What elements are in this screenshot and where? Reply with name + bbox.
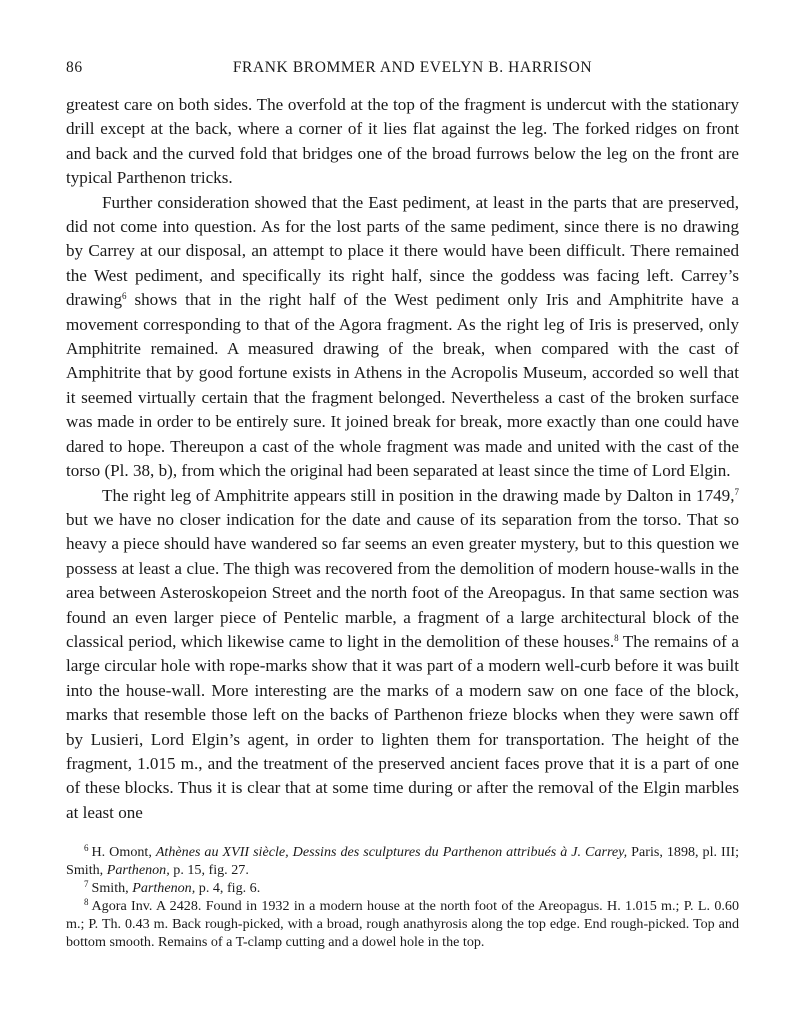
running-head [66,55,739,79]
footnote-ref-7[interactable]: 7 [734,486,739,497]
footnote-ref-6[interactable]: 6 [122,291,127,302]
paragraph-3-text-c: The remains of a large circular hole with rope-marks show that it was part of a modern well-curb before it was built into the house-wall. More interesting are the marks of a modern saw on one face of the block, marks that resemble those left on the backs of Parthenon frieze blocks when they were sawn off by Lusieri, Lord Elgin’s agent, in order to lighten them for transportation. The height of the fragment, 1.015 m., and the treatment of the preserved ancient faces prove that it is a part of one of these blocks. Thus it is clear that at some time during or after the removal of the Elgin marbles at least one [66,631,739,822]
running-head-title: FRANK BROMMER AND EVELYN B. HARRISON [232,59,593,76]
body-text [66,93,739,825]
paragraph-1: greatest care on both sides. The overfold at the top of the fragment is undercut with the stationary drill except at the back, where a corner of it lies flat against the leg. The forked ridges on front and back and the curved fold that bridges one of the broad furrows below the leg on the front are typical Parthenon tricks. [66,95,739,188]
footnote-6 [66,843,739,879]
paragraph-3-text-a: The right leg of Amphitrite appears still in position in the drawing made by Dalton in 1749, [102,485,735,505]
paragraph-3 [66,484,739,826]
page-number: 86 [66,59,83,76]
footnote-text: p. 4, fig. 6. [195,880,261,897]
footnote-title: Parthenon, [106,862,170,879]
footnote-title: Parthenon, [132,880,196,897]
footnote-title: Athènes au XVII siècle, Dessins des sculptures du Parthenon attribués à J. Carrey, [155,844,628,861]
paragraph-2-text-a: Further consideration showed that the East pediment, at least in the parts that are preserved, did not come into question. As for the lost parts of the same pediment, since there is no drawing by Carrey at our disposal, an attempt to place it there would have been difficult. There remained the West pediment, and specifically its right half, since the goddess was facing left. Carrey’s drawing [66,192,739,310]
footnote-text: Agora Inv. A 2428. Found in 1932 in a modern house at the north foot of the Areopagus. H. 1.015 m.; P. L. 0.60 m.; P. Th. 0.43 m. Back rough-picked, with a broad, rough anathyrosis along the top edge. End rough-picked. Top and bottom smooth. Remains of a T-clamp cutting and a dowel hole in the top. [66,898,739,951]
paragraph-3-text-b: but we have no closer indication for the date and cause of its separation from the torso. That so heavy a piece should have wandered so far seems an even greater mystery, but to this question we possess at least a clue. The thigh was recovered from the demolition of modern house-walls in the area between Asteroskopeion Street and the north foot of the Areopagus. In that same section was found an even larger piece of Pentelic marble, a fragment of a large architectural block of the classical period, which likewise came to light in the demolition of these houses. [66,509,739,651]
footnote-text: p. 15, fig. 27. [169,862,249,879]
footnote-number: 8 [84,897,89,908]
footnote-ref-8[interactable]: 8 [614,632,619,643]
footnotes [66,843,739,951]
footnote-7 [66,879,739,897]
footnote-number: 6 [84,843,89,854]
footnote-text: H. Omont, [91,844,156,861]
footnote-8 [66,897,739,951]
footnote-number: 7 [84,879,89,890]
paragraph-2-text-b: shows that in the right half of the West pediment only Iris and Amphitrite have a movement corresponding to that of the Agora fragment. As the right leg of Iris is preserved, only Amphitrite remained. A measured drawing of the break, when compared with the cast of Amphitrite that by good fortune exists in Athens in the Acropolis Museum, accorded so well that it seemed virtually certain that the fragment belonged. Nevertheless a cast of the broken surface was made in order to be entirely sure. It joined break for break, more exactly than one could have dared to hope. Thereupon a cast of the whole fragment was made and united with the cast of the torso (Pl. 38, b), from which the original had been separated at least since the time of Lord Elgin. [66,290,739,481]
footnote-text: Smith, [91,880,133,897]
paragraph-2 [66,191,739,484]
footnote-text: Paris, 1898, pl. III; Smith, [66,844,740,879]
